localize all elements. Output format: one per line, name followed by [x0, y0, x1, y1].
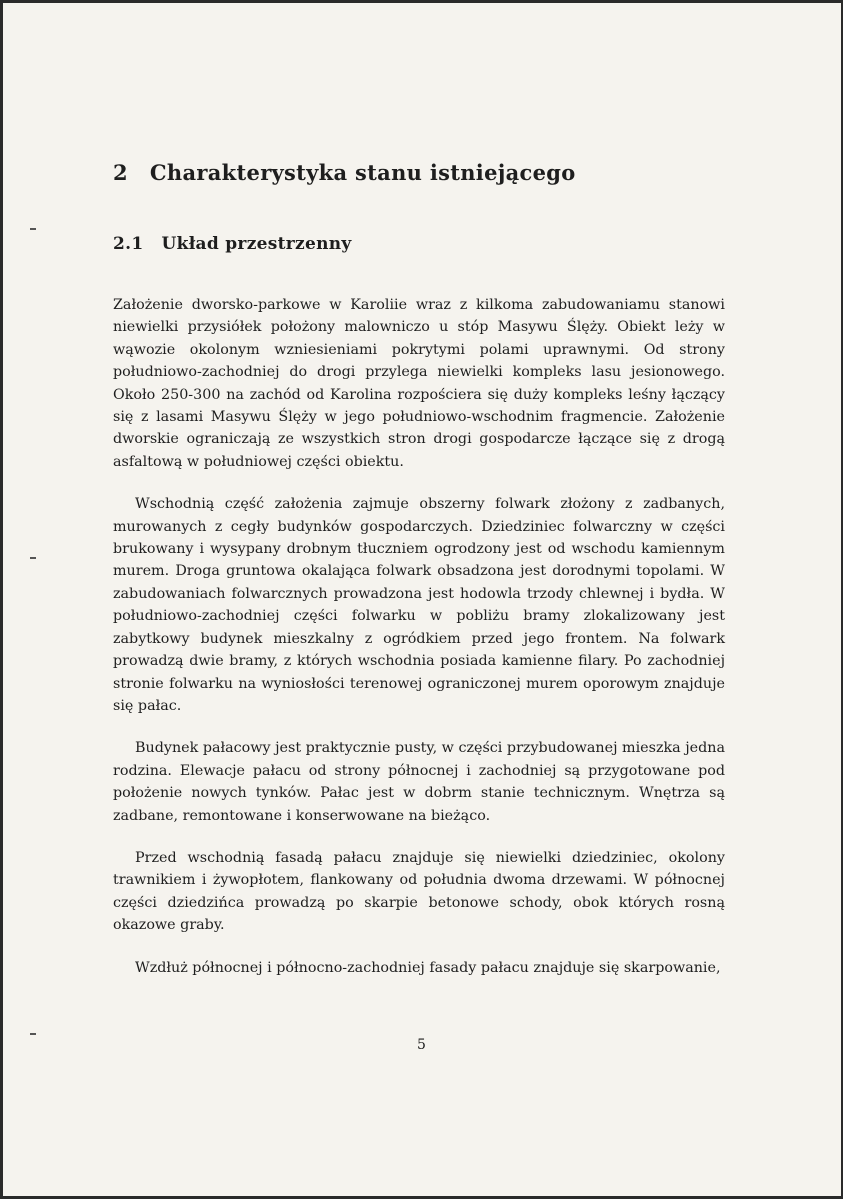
margin-mark	[30, 228, 36, 230]
section-title: Charakterystyka stanu istniejącego	[149, 160, 576, 185]
document-content	[113, 160, 725, 999]
subsection-number: 2.1	[113, 234, 144, 254]
paragraph: Wzdłuż północnej i północno-zachodniej fasady pałacu znajduje się skarpowanie,	[135, 959, 721, 976]
section-number: 2	[113, 160, 128, 185]
paragraph: Przed wschodnią fasadą pałacu znajduje się niewielki dziedziniec, okolony trawnikiem i żywopłotem, flankowany od południa dwoma drzewami. W północnej części dziedzińca prowadzą po skarpie betonowe schody, obok których rosną okazowe graby.	[113, 849, 725, 934]
section-heading	[113, 160, 725, 185]
subsection-title: Układ przestrzenny	[161, 234, 352, 254]
paragraph: Budynek pałacowy jest praktycznie pusty, w części przybudowanej mieszka jedna rodzina. Elewacje pałacu od strony północnej i zachodniej są przygotowane pod położenie nowych tynków. Pałac jest w dobrm stanie technicznym. Wnętrza są zadbane, remontowane i konserwowane na bieżąco.	[113, 740, 726, 824]
paragraph: Wschodnią część założenia zajmuje obszerny folwark złożony z zadbanych, murowanych z cegły budynków gospodarczych. Dziedziniec folwarczny w części brukowany i wysypany drobnym tłuczniem ogrodzony jest od wschodu kamiennym murem. Droga gruntowa okalająca folwark obsadzona jest dorodnymi topolami. W zabudowaniach folwarcznych prowadzona jest hodowla trzody chlewnej i bydła. W południowo-zachodniej części folwarku w pobliżu bramy zlokalizowany jest zabytkowy budynek mieszkalny z ogródkiem przed jego frontem. Na folwark prowadzą dwie bramy, z których wschodnia posiada kamienne filary. Po zachodniej stronie folwarku na wyniosłości terenowej ograniczonej murem oporowym znajduje się pałac.	[113, 496, 725, 714]
margin-mark	[30, 557, 36, 559]
page-number: 5	[417, 1037, 426, 1053]
paragraph: Założenie dworsko-parkowe w Karoliie wraz z kilkoma zabudowaniamu stanowi niewielki przysiółek położony malowniczo u stóp Masywu Ślęży. Obiekt leży w wąwozie okolonym wzniesieniami pokrytymi polami uprawnymi. Od strony południowo-zachodniej do drogi przylega niewielki kompleks lasu jesionowego. Około 250-300 na zachód od Karolina rozpościera się duży kompleks leśny łączący się z lasami Masywu Ślęży w jego południowo-wschodnim fragmencie. Założenie dworskie ograniczają ze wszystkich stron drogi gospodarcze łączące się z drogą asfaltową w południowej części obiektu.	[113, 297, 725, 470]
margin-mark	[30, 1033, 36, 1035]
body-text	[113, 294, 725, 979]
subsection-heading	[113, 234, 725, 254]
